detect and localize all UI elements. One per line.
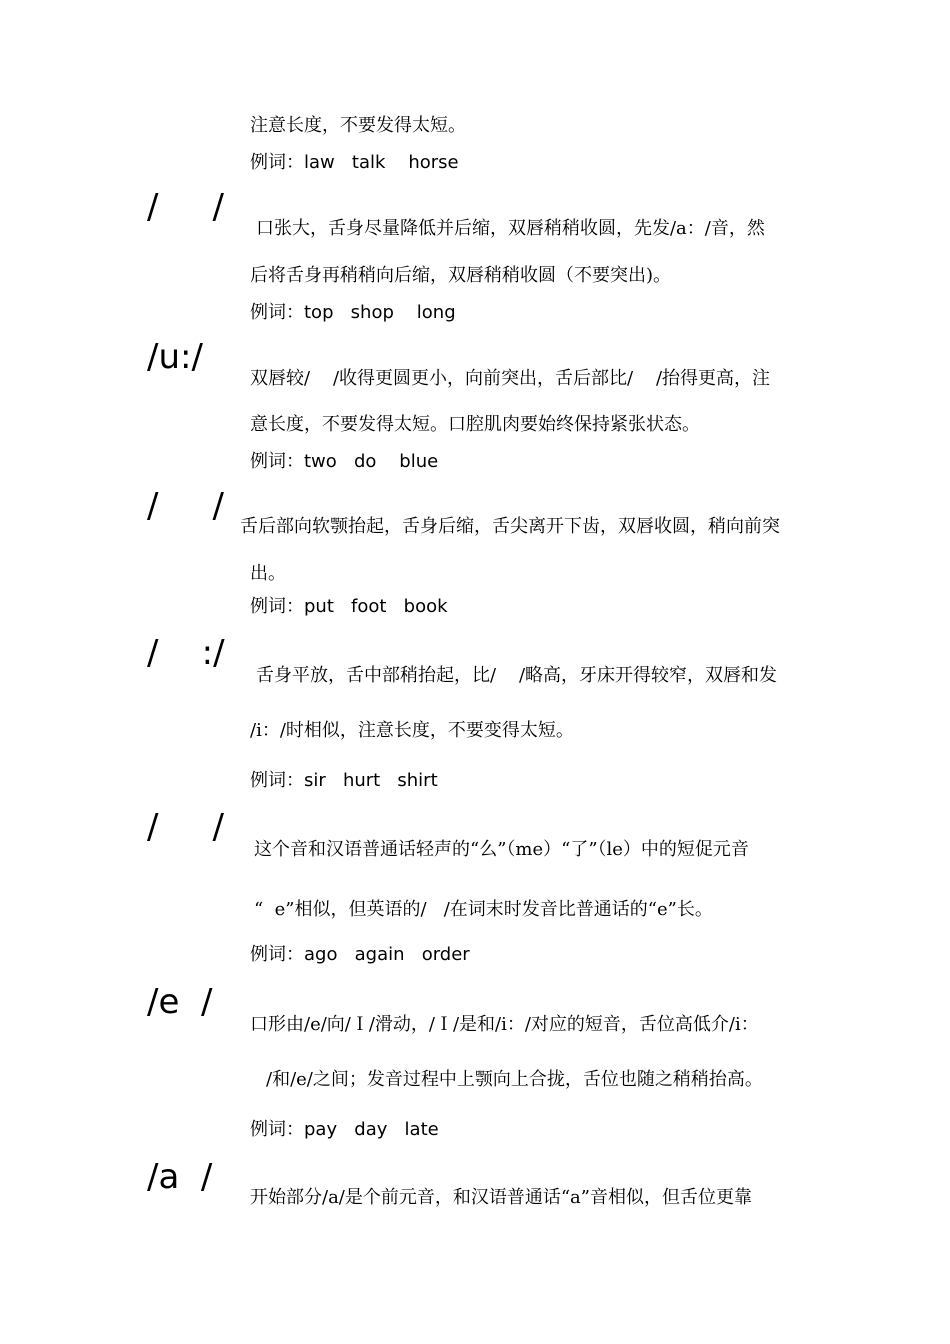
entry-description: 口形由/e/向/Ｉ/滑动，/Ｉ/是和/i：/对应的短音，舌位高低介/i：	[250, 1014, 759, 1035]
entry-description: 开始部分/a/是个前元音，和汉语普通话“a”音相似，但舌位更靠	[250, 1187, 752, 1208]
entry-description: 舌身平放，舌中部稍抬起，比/ /略高，牙床开得较窄，双唇和发	[256, 665, 778, 686]
entry-description: /i：/时相似，注意长度，不要变得太短。	[250, 720, 574, 741]
phonetic-symbol: /u:/	[147, 337, 203, 377]
phonetic-symbol: /e /	[147, 982, 213, 1022]
phonetic-symbol: / /	[147, 187, 224, 227]
example-words: top shop long	[304, 302, 456, 323]
intro-text: 注意长度，不要发得太短。	[250, 115, 466, 136]
example-prefix: 例词：	[250, 944, 304, 965]
example-prefix: 例词：	[250, 1119, 304, 1140]
example-prefix: 例词：	[250, 451, 304, 472]
entry-description: 出。	[250, 563, 286, 584]
example-prefix: 例词：	[250, 596, 304, 617]
entry-example	[250, 1119, 439, 1141]
example-words: law talk horse	[304, 152, 459, 173]
entry-example	[250, 302, 456, 324]
example-prefix: 例词：	[250, 152, 304, 173]
entry-description: 口张大，舌身尽量降低并后缩，双唇稍稍收圆，先发/a：/音，然	[256, 218, 765, 239]
example-words: pay day late	[304, 1119, 439, 1140]
intro-example	[250, 152, 459, 174]
entry-description: “ e”相似，但英语的/ /在词末时发音比普通话的“e”长。	[254, 899, 713, 920]
example-prefix: 例词：	[250, 770, 304, 791]
example-words: sir hurt shirt	[304, 770, 438, 791]
entry-description: 这个音和汉语普通话轻声的“么”（me）“了”（le）中的短促元音	[254, 839, 749, 860]
entry-description: 意长度，不要发得太短。口腔肌肉要始终保持紧张状态。	[250, 414, 700, 435]
entry-description: 双唇较/ /收得更圆更小，向前突出，舌后部比/ /抬得更高，注	[250, 368, 771, 389]
entry-example	[250, 944, 470, 966]
example-words: two do blue	[304, 451, 439, 472]
example-words: ago again order	[304, 944, 470, 965]
entry-example	[250, 596, 448, 618]
example-words: put foot book	[304, 596, 448, 617]
entry-example	[250, 451, 438, 473]
phonetic-symbol: / /	[147, 486, 224, 526]
entry-description: 舌后部向软颚抬起，舌身后缩，舌尖离开下齿，双唇收圆，稍向前突	[240, 516, 780, 537]
example-prefix: 例词：	[250, 302, 304, 323]
phonetic-symbol: / :/	[147, 633, 225, 673]
phonetic-symbol: /a /	[147, 1157, 213, 1197]
entry-description: 后将舌身再稍稍向后缩，双唇稍稍收圆（不要突出)。	[250, 265, 672, 286]
phonetic-symbol: / /	[147, 807, 224, 847]
entry-example	[250, 770, 438, 792]
entry-description: /和/e/之间；发音过程中上颚向上合拢，舌位也随之稍稍抬高。	[266, 1069, 763, 1090]
